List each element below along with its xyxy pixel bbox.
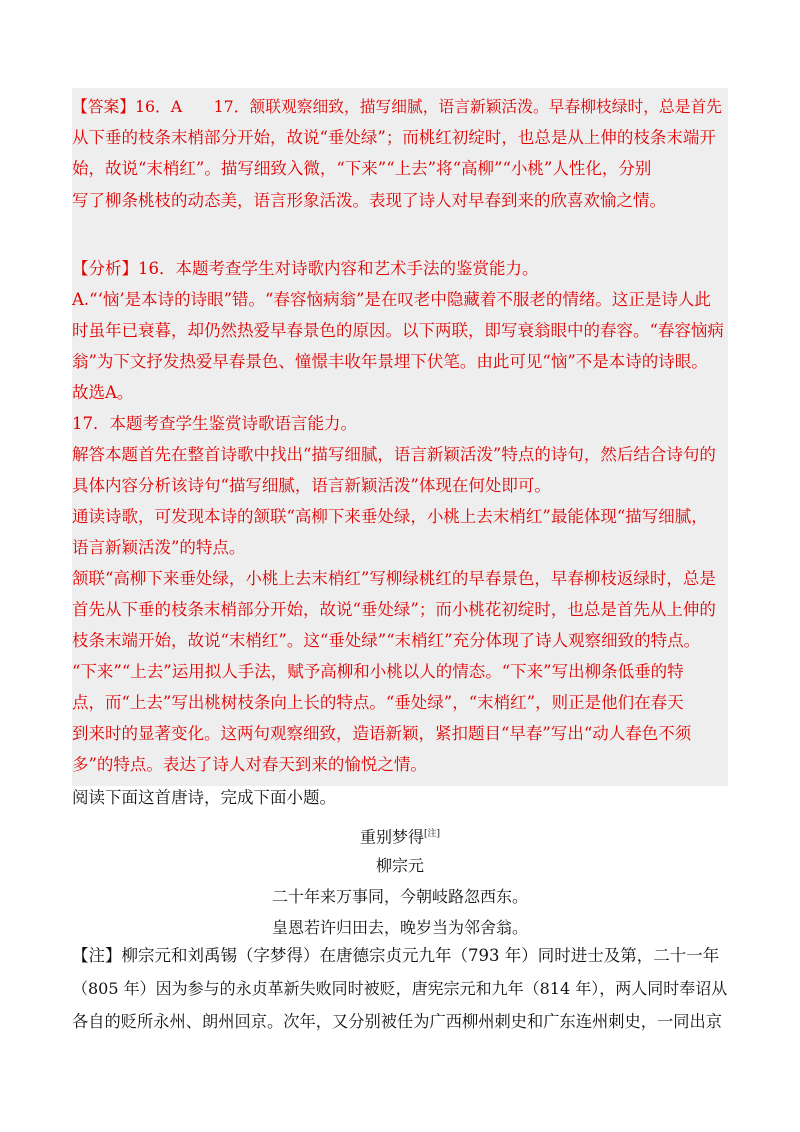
analysis-line: 故选A。 — [72, 383, 134, 402]
note-line: 各自的贬所永州、朗州回京。次年，又分别被任为广西柳州刺史和广东连州刺史，一同出京 — [72, 1012, 722, 1031]
analysis-line: 点，而“上去”写出桃树枝条向上长的特点。“垂处绿”，“末梢红”，则正是他们在春天 — [72, 693, 684, 712]
poem-author: 柳宗元 — [375, 856, 424, 875]
analysis-line: 解答本题首先在整首诗歌中找出“描写细腻，语言新颖活泼”特点的诗句，然后结合诗句的 — [72, 445, 716, 464]
analysis-line: 时虽年已衰暮，却仍然热爱早春景色的原因。以下两联，即写衰翁眼中的春容。“春容恼病 — [72, 321, 724, 340]
analysis-line: 17．本题考查学生鉴赏诗歌语言能力。 — [72, 414, 357, 433]
analysis-line: A.“‘恼’是本诗的诗眼”错。“春容恼病翁”是在叹老中隐藏着不服老的情绪。这正是诗人此 — [72, 290, 711, 309]
answer-line: 【答案】16．A 17．颔联观察细致，描写细腻，语言新颖活泼。早春柳枝绿时，总是首先 — [72, 97, 722, 116]
analysis-line: 翁”为下文抒发热爱早春景色、憧憬丰收年景埋下伏笔。由此可见“恼”不是本诗的诗眼。 — [72, 352, 708, 371]
note-line: （805 年）因为参与的永贞革新失败同时被贬，唐宪宗元和九年（814 年），两人同时奉诏从 — [72, 979, 728, 998]
analysis-line: 具体内容分析该诗句“描写细腻，语言新颖活泼”体现在何处即可。 — [72, 476, 551, 495]
analysis-line: “下来”“上去”运用拟人手法，赋予高柳和小桃以人的情态。“下来”写出柳条低垂的特 — [72, 662, 684, 681]
analysis-line: 首先从下垂的枝条末梢部分开始，故说“垂处绿”；而小桃花初绽时，也总是首先从上伸的 — [72, 600, 716, 619]
note-line: 【注】柳宗元和刘禹锡（字梦得）在唐德宗贞元九年（793 年）同时进士及第，二十一年 — [72, 946, 720, 965]
analysis-line: 语言新颖活泼”的特点。 — [72, 538, 246, 557]
answer-line: 从下垂的枝条末梢部分开始，故说“垂处绿”；而桃红初绽时，也总是从上伸的枝条末端开 — [72, 128, 716, 147]
analysis-line: 【分析】16．本题考查学生对诗歌内容和艺术手法的鉴赏能力。 — [72, 259, 539, 278]
poem-note-marker: [注] — [423, 829, 441, 839]
analysis-line: 通读诗歌，可发现本诗的颔联“高柳下来垂处绿，小桃上去末梢红”最能体现“描写细腻， — [72, 507, 708, 526]
poem-title — [0, 824, 800, 847]
answer-line: 写了柳条桃枝的动态美，语言形象活泼。表现了诗人对早春到来的欣喜欢愉之情。 — [72, 191, 666, 210]
analysis-line: 到来时的显著变化。这两句观察细致，造语新颖，紧扣题目“早春”写出“动人春色不须 — [72, 724, 692, 743]
analysis-line: 枝条末端开始，故说“末梢红”。这“垂处绿”“末梢红”充分体现了诗人观察细致的特点。 — [72, 631, 701, 650]
poem-line: 皇恩若许归田去，晚岁当为邻舍翁。 — [271, 918, 528, 937]
poem-line: 二十年来万事同，今朝岐路忽西东。 — [271, 887, 528, 906]
question-instruction: 阅读下面这首唐诗，完成下面小题。 — [72, 788, 336, 807]
poem-title-text: 重别梦得 — [359, 827, 424, 847]
answer-line: 始，故说“末梢红”。描写细致入微，“下来”“上去”将“高柳”“小桃”人性化，分别 — [72, 159, 652, 178]
analysis-line: 颔联“高柳下来垂处绿，小桃上去末梢红”写柳绿桃红的早春景色，早春柳枝返绿时，总是 — [72, 569, 716, 588]
analysis-line: 多”的特点。表达了诗人对春天到来的愉悦之情。 — [72, 755, 427, 774]
